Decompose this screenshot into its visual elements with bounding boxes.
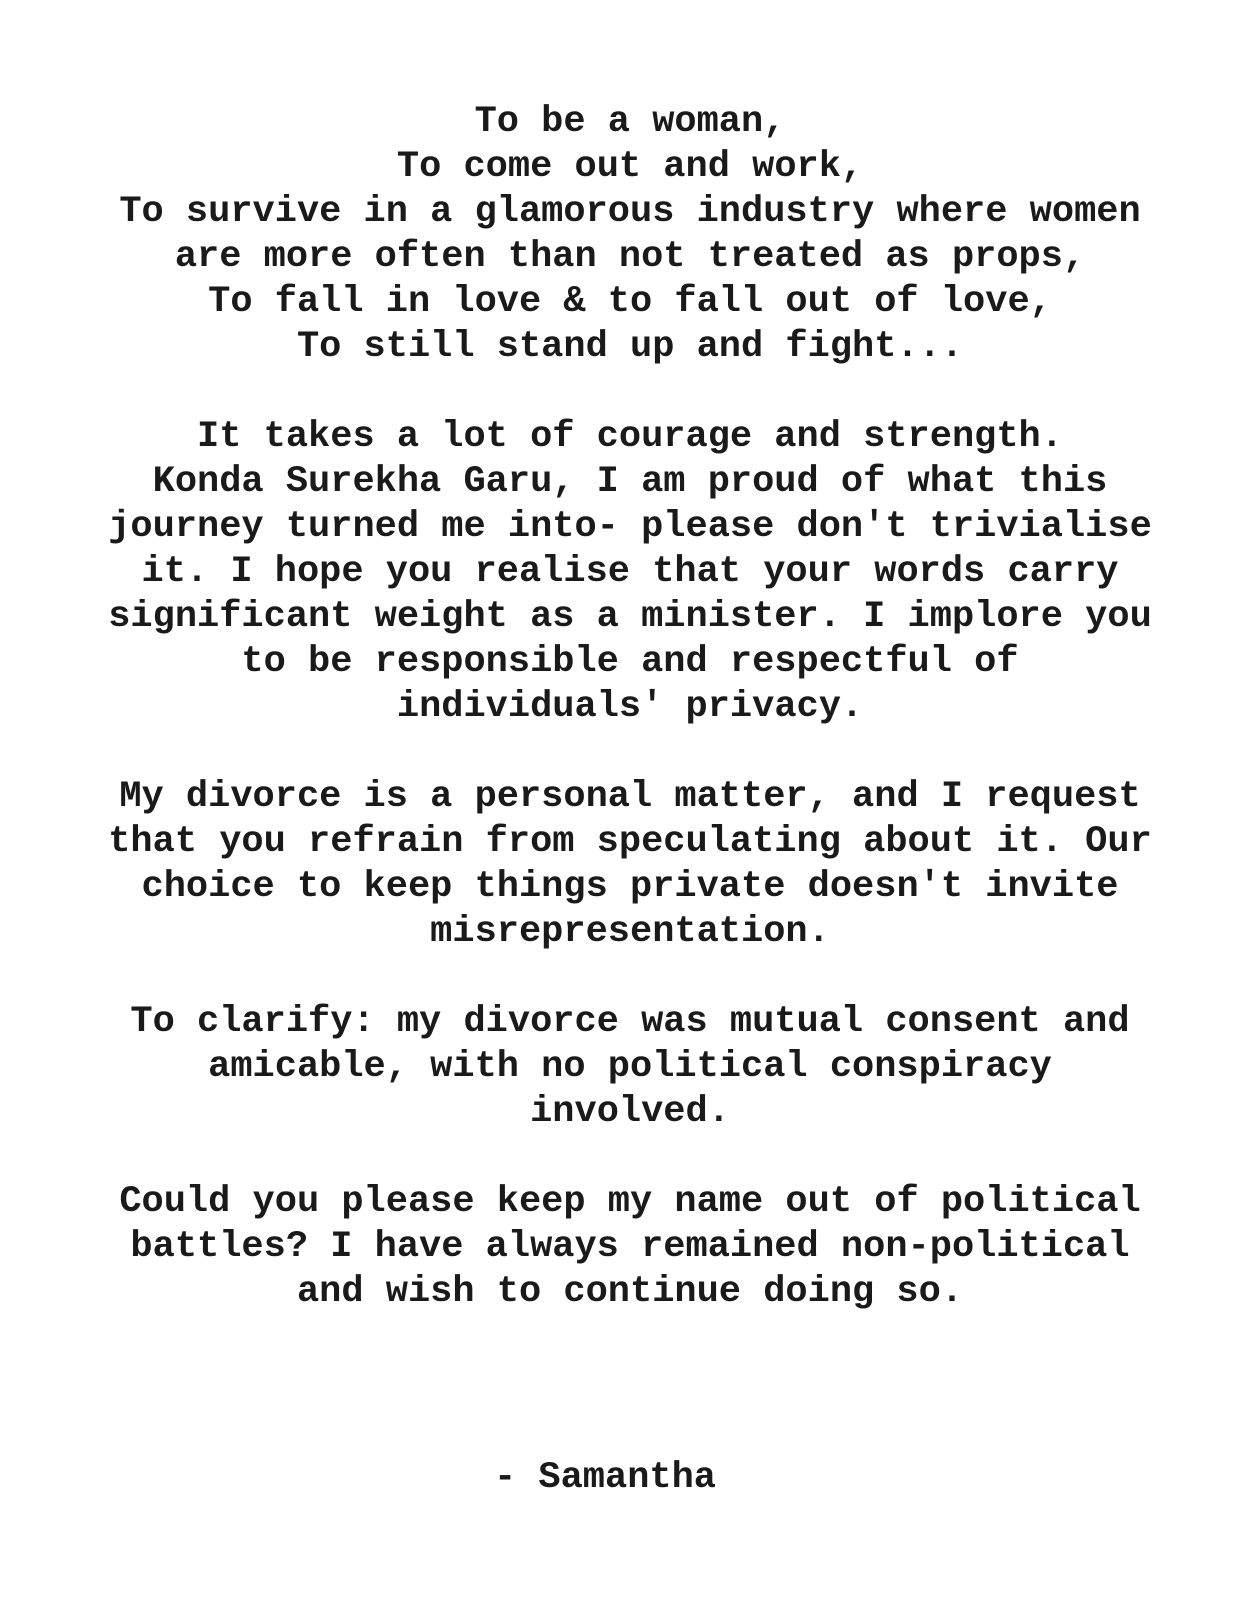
text-line: To come out and work, xyxy=(396,146,864,188)
paragraph-intro xyxy=(40,100,1220,370)
signature: - Samantha xyxy=(493,1457,717,1499)
text-line: involved. xyxy=(530,1091,730,1133)
paragraph-request xyxy=(40,1180,1220,1315)
text-line: misrepresentation. xyxy=(430,911,830,953)
paragraph-clarify xyxy=(40,1000,1220,1135)
text-line: and wish to continue doing so. xyxy=(296,1271,964,1313)
paragraph-divorce xyxy=(40,775,1220,955)
text-line: To be a woman, xyxy=(474,101,786,143)
text-line: To clarify: my divorce was mutual consent and xyxy=(130,1001,1130,1043)
paragraph-courage xyxy=(40,415,1220,730)
text-line: that you refrain from speculating about it. Our xyxy=(108,821,1152,863)
text-line: To still stand up and fight... xyxy=(296,326,964,368)
text-line: It takes a lot of courage and strength. xyxy=(197,416,1063,458)
text-line: To fall in love & to fall out of love, xyxy=(208,281,1052,323)
text-line: individuals' privacy. xyxy=(396,686,864,728)
text-line: amicable, with no political conspiracy xyxy=(208,1046,1052,1088)
text-line: it. I hope you realise that your words carry xyxy=(141,551,1119,593)
text-line: Konda Surekha Garu, I am proud of what this xyxy=(152,461,1108,503)
text-line: choice to keep things private doesn't invite xyxy=(141,866,1119,908)
text-line: journey turned me into- please don't trivialise xyxy=(108,506,1152,548)
text-line: To survive in a glamorous industry where women xyxy=(119,191,1141,233)
letter-body xyxy=(0,100,1260,1360)
text-line: Could you please keep my name out of political xyxy=(119,1181,1141,1223)
text-line: My divorce is a personal matter, and I request xyxy=(119,776,1141,818)
text-line: battles? I have always remained non-political xyxy=(130,1226,1130,1268)
text-line: are more often than not treated as props, xyxy=(174,236,1086,278)
text-line: to be responsible and respectful of xyxy=(241,641,1019,683)
text-line: significant weight as a minister. I implore you xyxy=(108,596,1152,638)
